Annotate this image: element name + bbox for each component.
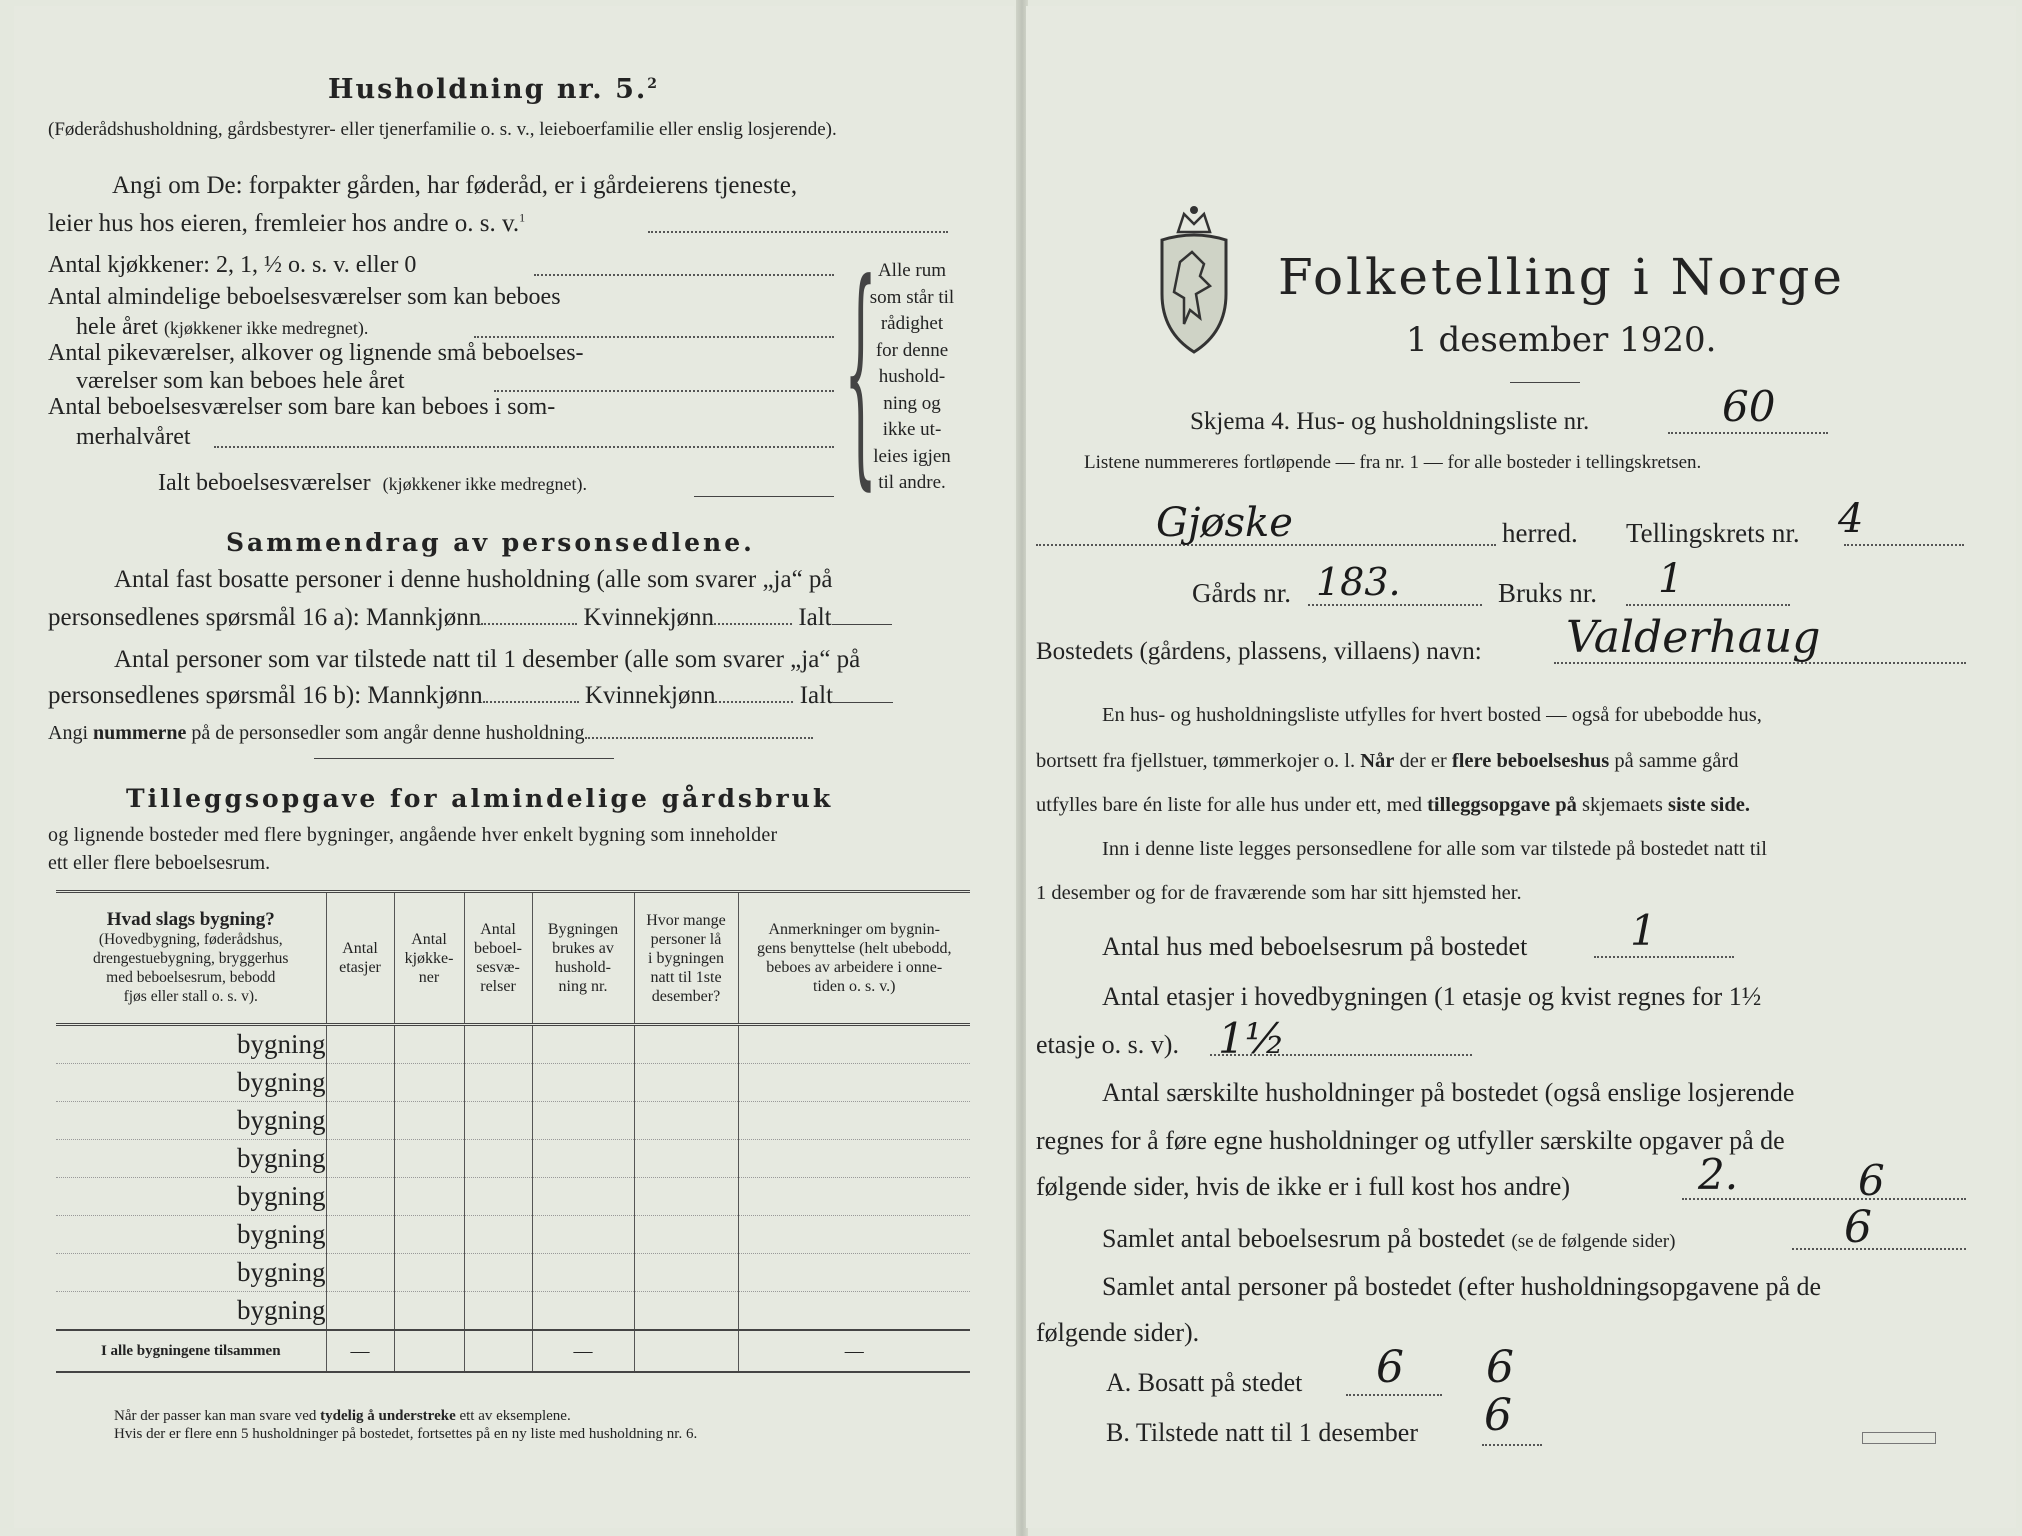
summer-rooms-label-1: Antal beboelsesværelser som bare kan beboes i som- — [48, 394, 556, 420]
present-label: B. Tilstede natt til 1 desember — [1106, 1418, 1418, 1447]
persons-label-2: følgende sider). — [1036, 1318, 1200, 1347]
summary-b-line2: personsedlenes spørsmål 16 b): Mannkjønn Kvinnekjønn Ialt — [48, 682, 893, 710]
table-row — [56, 1178, 970, 1216]
households-label-2: regnes for å føre egne husholdninger og utfyller særskilte opgaver på de — [1036, 1126, 1785, 1155]
krets-line — [1844, 544, 1964, 546]
side-note-line: ikke ut- — [882, 419, 942, 440]
krets-label: Tellingskrets nr. — [1626, 518, 1800, 548]
para2-line1: Inn i denne liste legges personsedlene for alle som var tilstede på bostedet natt til — [1102, 838, 1767, 860]
household-title: Husholdning nr. 5.$^2$ — [328, 74, 660, 105]
gards-value: 183. — [1316, 560, 1401, 604]
table-row — [56, 1292, 970, 1331]
rooms-line — [1792, 1248, 1966, 1250]
table-row — [56, 1025, 970, 1064]
para1-line2: bortsett fra fjellstuer, tømmerkojer o. l. Når der er flere beboelseshus på samme gård — [1036, 750, 1739, 772]
herred-label: herred. — [1502, 518, 1578, 548]
printer-stamp — [1862, 1432, 1936, 1444]
total-label: I alle bygningene tilsammen — [56, 1330, 326, 1372]
col-remarks: Anmerkninger om bygnin- gens benyttelse (helt ubebodd, beboes av arbeidere i onne- tiden o. s. v.) — [738, 892, 970, 1025]
schema-line — [1668, 432, 1828, 434]
table-row — [56, 1254, 970, 1292]
census-date: 1 desember 1920. — [1406, 320, 1717, 360]
bosted-value: Valderhaug — [1566, 612, 1821, 663]
summer-rooms-label-2: merhalvåret — [76, 424, 191, 450]
schema-number: 60 — [1722, 382, 1776, 431]
instruction-line-1: Angi om De: forpakter gården, har føderåd, er i gårdeierens tjeneste, — [112, 172, 798, 199]
resident-label: A. Bosatt på stedet — [1106, 1368, 1303, 1397]
side-note-line: ning og — [883, 392, 941, 414]
gards-label: Gårds nr. — [1192, 578, 1291, 608]
resident-line — [1346, 1394, 1442, 1396]
para1-line1: En hus- og husholdningsliste utfylles for hvert bosted — også for ubebodde hus, — [1102, 704, 1762, 726]
summer-rooms-line — [214, 446, 834, 448]
table-row — [56, 1216, 970, 1254]
houses-label: Antal hus med beboelsesrum på bostedet — [1102, 932, 1528, 961]
side-note-line: som står til — [869, 286, 955, 308]
table-total-row — [56, 1330, 970, 1372]
row-label: bygning — [56, 1025, 326, 1064]
col-floors: Antal etasjer — [326, 892, 394, 1025]
ordinary-rooms-label-2: hele året (kjøkkener ikke medregnet). — [76, 314, 369, 340]
rooms-value: 6 — [1844, 1202, 1872, 1253]
gards-line — [1308, 604, 1482, 606]
side-note-line: til andre. — [878, 472, 946, 493]
households-label-3: følgende sider, hvis de ikke er i full kost hos andre) — [1036, 1172, 1570, 1201]
total-dash: — — [532, 1330, 634, 1372]
summary-a-line1: Antal fast bosatte personer i denne husholdning (alle som svarer „ja“ på — [114, 566, 833, 593]
resident-value: 6 — [1376, 1342, 1404, 1393]
resident-value-2: 6 — [1486, 1342, 1514, 1393]
left-page — [14, 6, 1014, 1528]
floors-label-1: Antal etasjer i hovedbygningen (1 etasje og kvist regnes for 1½ — [1102, 982, 1762, 1011]
schema-label: Skjema 4. Hus- og husholdningsliste nr. — [1190, 408, 1590, 435]
row-label: bygning — [56, 1064, 326, 1102]
right-page — [1026, 6, 2016, 1528]
side-note-line: Alle rum — [877, 260, 947, 281]
row-label: bygning — [56, 1140, 326, 1178]
row-label: bygning — [56, 1292, 326, 1331]
para2-line2: 1 desember og for de fraværende som har sitt hjemsted her. — [1036, 882, 1522, 904]
table-header-row — [56, 892, 970, 1025]
households-value-2: 6 — [1858, 1156, 1885, 1205]
side-note-line: hushold- — [878, 366, 946, 387]
bruks-value: 1 — [1658, 556, 1684, 602]
households-value: 2. — [1698, 1150, 1739, 1199]
rooms-side-note — [860, 258, 964, 497]
households-label-1: Antal særskilte husholdninger på bostedet (også enslige losjerende — [1102, 1078, 1795, 1107]
instruction-line-2: leier hus hos eieren, fremleier hos andre o. s. v.$^1$ — [48, 210, 526, 237]
maid-rooms-label-2: værelser som kan beboes hele året — [76, 368, 405, 394]
row-label: bygning — [56, 1102, 326, 1140]
supplement-line1: og lignende bosteder med flere bygninger, angående hver enkelt bygning som inneholder — [48, 824, 778, 846]
krets-value: 4 — [1838, 496, 1864, 542]
persons-label-1: Samlet antal personer på bostedet (efter husholdningsopgavene på de — [1102, 1272, 1822, 1301]
present-line — [1482, 1444, 1542, 1446]
coat-of-arms-icon — [1154, 202, 1234, 356]
para1-line3: utfylles bare én liste for alle hus under ett, med tilleggsopgave på skjemaets siste side. — [1036, 794, 1750, 816]
maid-rooms-line — [494, 390, 834, 392]
footnote-2: Hvis der er flere enn 5 husholdninger på bostedet, fortsettes på en ny liste med husholdning nr. 6. — [114, 1426, 698, 1442]
bruks-line — [1626, 604, 1790, 606]
row-label: bygning — [56, 1216, 326, 1254]
side-note-line: for denne — [875, 339, 949, 361]
total-dash: — — [326, 1330, 394, 1372]
herred-value: Gjøske — [1156, 500, 1293, 546]
col-persons: Hvor mange personer lå i bygningen natt til 1ste desember? — [634, 892, 738, 1025]
bosted-label: Bostedets (gårdens, plassens, villaens) navn: — [1036, 638, 1482, 665]
total-rooms-label: Ialt beboelsesværelser (kjøkkener ikke medregnet). — [158, 470, 588, 496]
ordinary-rooms-line — [474, 336, 834, 338]
total-rooms-line — [694, 496, 834, 497]
table-row — [56, 1064, 970, 1102]
row-label: bygning — [56, 1178, 326, 1216]
kitchens-label: Antal kjøkkener: 2, 1, ½ o. s. v. eller 0 — [48, 252, 417, 278]
instruction-answer-line — [648, 231, 948, 233]
brace-icon: { — [844, 237, 878, 514]
ordinary-rooms-label-1: Antal almindelige beboelsesværelser som kan beboes — [48, 284, 561, 310]
col-building-type: Hvad slags bygning? (Hovedbygning, føderådshus, drengestuebygning, bryggerhus med beboelsesrum, bebodd fjøs eller stall o. s. v). — [56, 892, 326, 1025]
footnote-1: Når der passer kan man svare ved tydelig å understreke ett av eksemplene. — [114, 1408, 571, 1424]
summary-heading: Sammendrag av personsedlene. — [226, 528, 755, 557]
rooms-label: Samlet antal beboelsesrum på bostedet (se de følgende sider) — [1102, 1224, 1676, 1253]
floors-label-2: etasje o. s. v). — [1036, 1030, 1179, 1059]
col-household: Bygningen brukes av hushold- ning nr. — [532, 892, 634, 1025]
separator-rule — [314, 758, 614, 759]
table-row — [56, 1140, 970, 1178]
maid-rooms-label-1: Antal pikeværelser, alkover og lignende små beboelses- — [48, 340, 584, 366]
supplement-heading: Tilleggsopgave for almindelige gårdsbruk — [126, 784, 834, 813]
household-subtitle: (Føderådshusholdning, gårdsbestyrer- eller tjenerfamilie o. s. v., leieboerfamilie eller enslig losjerende). — [48, 119, 837, 140]
houses-line — [1594, 956, 1734, 958]
side-note-line: leies igjen — [873, 445, 951, 467]
present-value: 6 — [1484, 1390, 1512, 1441]
supplement-line2: ett eller flere beboelsesrum. — [48, 852, 271, 874]
houses-value: 1 — [1630, 906, 1657, 955]
side-note-line: rådighet — [880, 313, 944, 334]
census-title: Folketelling i Norge — [1278, 248, 1845, 306]
numbers-line: Angi nummerne på de personsedler som angår denne husholdning — [48, 722, 813, 745]
title-rule — [1510, 382, 1580, 383]
bruks-label: Bruks nr. — [1498, 578, 1598, 608]
floors-value: 1½ — [1218, 1014, 1286, 1063]
buildings-table — [56, 890, 970, 1373]
col-rooms: Antal beboel- sesvæ- relser — [464, 892, 532, 1025]
table-row — [56, 1102, 970, 1140]
col-kitchens: Antal kjøkke- ner — [394, 892, 464, 1025]
kitchens-line — [534, 274, 834, 276]
total-dash: — — [738, 1330, 970, 1372]
summary-b-line1: Antal personer som var tilstede natt til 1 desember (alle som svarer „ja“ på — [114, 646, 861, 673]
list-note: Listene nummereres fortløpende — fra nr. 1 — for alle bosteder i tellingskretsen. — [1084, 452, 1702, 473]
row-label: bygning — [56, 1254, 326, 1292]
summary-a-line2: personsedlenes spørsmål 16 a): Mannkjønn Kvinnekjønn Ialt — [48, 604, 892, 632]
